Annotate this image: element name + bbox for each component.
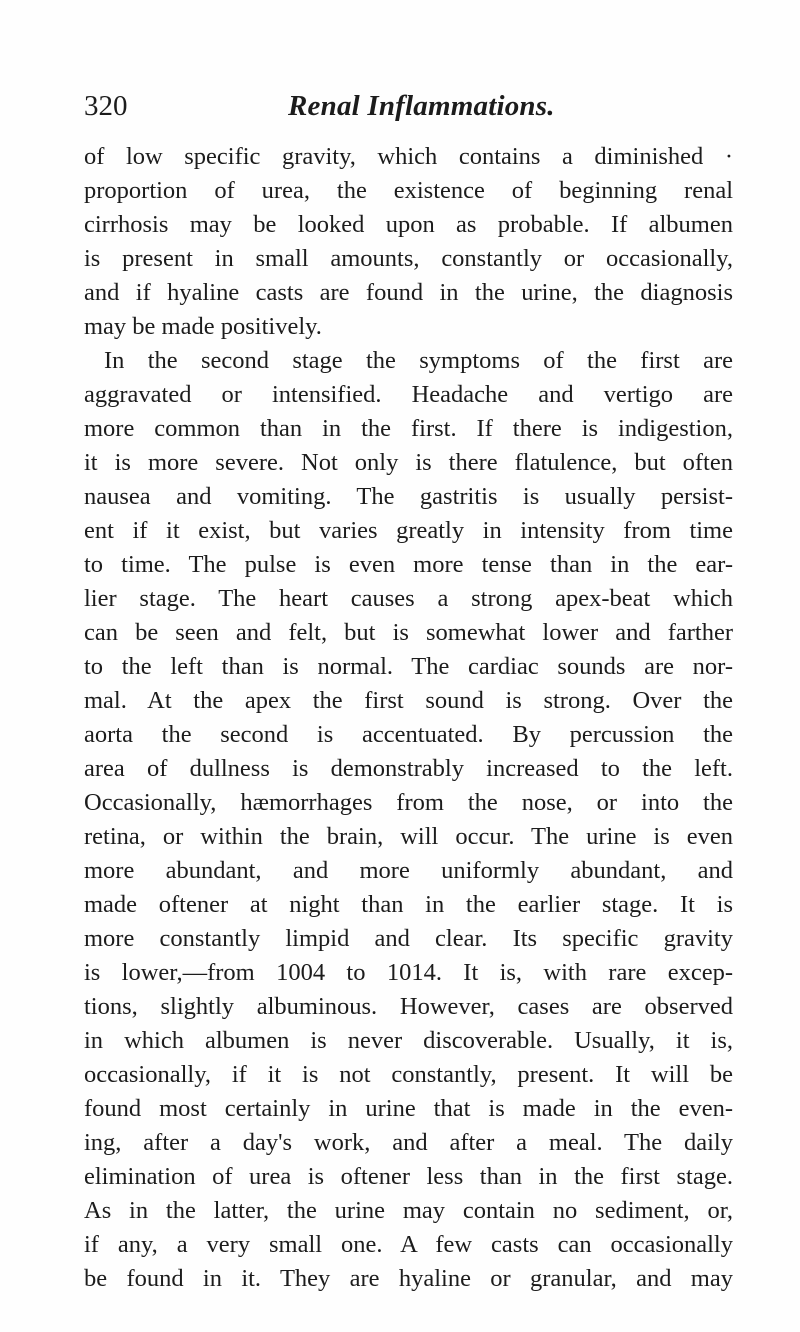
text-line: found most certainly in urine that is made in the even- [84, 1095, 733, 1122]
text-line: to the left than is normal. The cardiac sounds are nor- [84, 653, 733, 680]
text-line: is lower,—from 1004 to 1014. It is, with rare excep- [84, 959, 733, 986]
text-line: elimination of urea is oftener less than in the first stage. [84, 1163, 733, 1190]
text-line: be found in it. They are hyaline or granular, and may [84, 1265, 733, 1292]
text-line: area of dullness is demonstrably increased to the left. [84, 755, 733, 782]
text-line: cirrhosis may be looked upon as probable. If albumen [84, 211, 733, 238]
running-head [0, 86, 800, 126]
text-line: to time. The pulse is even more tense than in the ear- [84, 551, 733, 578]
text-line: lier stage. The heart causes a strong apex-beat which [84, 585, 733, 612]
text-line: occasionally, if it is not constantly, present. It will be [84, 1061, 733, 1088]
text-line: made oftener at night than in the earlier stage. It is [84, 891, 733, 918]
text-line: aggravated or intensified. Headache and vertigo are [84, 381, 733, 408]
text-line: it is more severe. Not only is there flatulence, but often [84, 449, 733, 476]
text-line: ent if it exist, but varies greatly in intensity from time [84, 517, 733, 544]
text-line: may be made positively. [84, 313, 322, 340]
text-line: if any, a very small one. A few casts can occasionally [84, 1231, 733, 1258]
text-line: proportion of urea, the existence of beginning renal [84, 177, 733, 204]
text-line: in which albumen is never discoverable. Usually, it is, [84, 1027, 733, 1054]
running-title: Renal Inflammations. [288, 90, 555, 122]
text-line: more abundant, and more uniformly abundant, and [84, 857, 733, 884]
text-line: nausea and vomiting. The gastritis is usually persist- [84, 483, 733, 510]
text-line: Occasionally, hæmorrhages from the nose, or into the [84, 789, 733, 816]
text-line: tions, slightly albuminous. However, cases are observed [84, 993, 733, 1020]
text-line: As in the latter, the urine may contain no sediment, or, [84, 1197, 733, 1224]
text-line: ing, after a day's work, and after a meal. The daily [84, 1129, 733, 1156]
text-line: retina, or within the brain, will occur. The urine is even [84, 823, 733, 850]
text-line: is present in small amounts, constantly or occasionally, [84, 245, 733, 272]
text-line: more constantly limpid and clear. Its specific gravity [84, 925, 733, 952]
paragraph-first-line: In the second stage the symptoms of the first are [104, 347, 733, 374]
text-line: of low specific gravity, which contains a diminished · [84, 143, 733, 170]
text-line: more common than in the first. If there is indigestion, [84, 415, 733, 442]
text-line: mal. At the apex the first sound is strong. Over the [84, 687, 733, 714]
text-line: can be seen and felt, but is somewhat lower and farther [84, 619, 733, 646]
page-number: 320 [84, 90, 128, 122]
text-line: aorta the second is accentuated. By percussion the [84, 721, 733, 748]
text-line: and if hyaline casts are found in the urine, the diagnosis [84, 279, 733, 306]
